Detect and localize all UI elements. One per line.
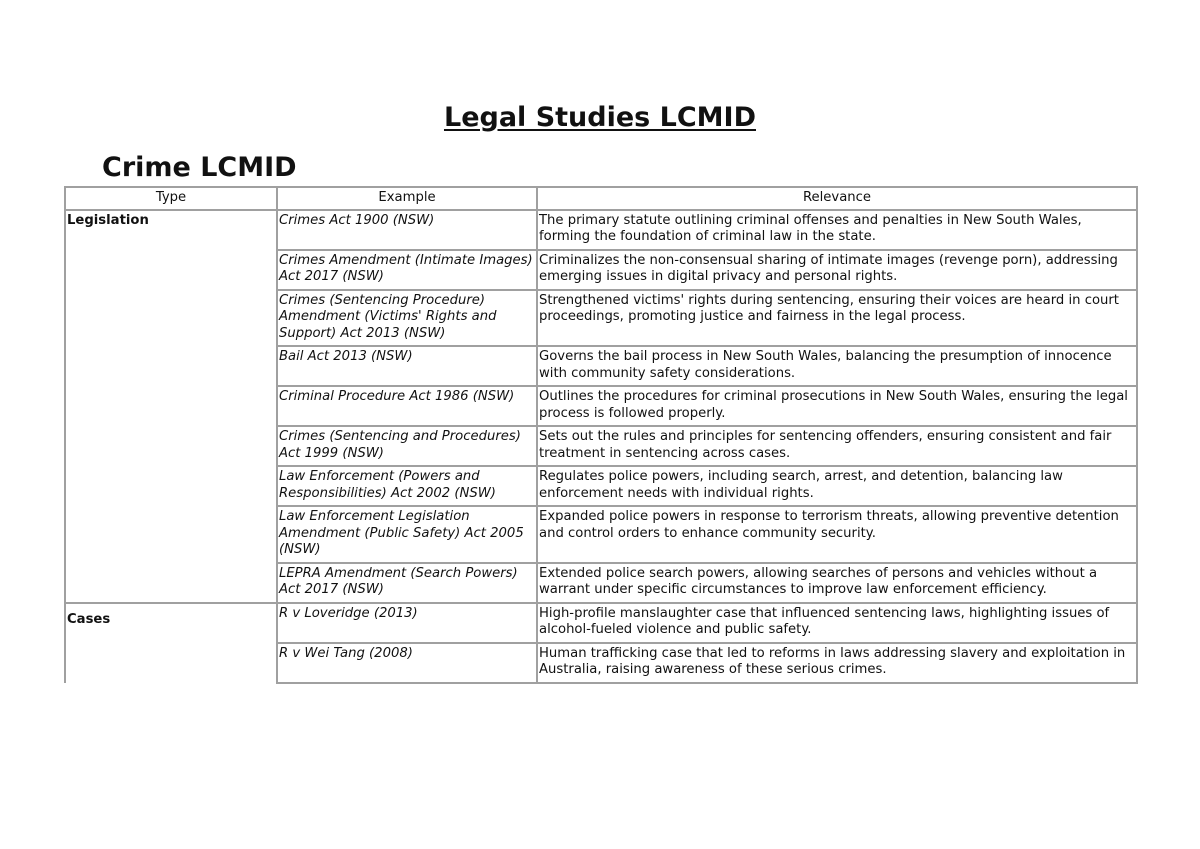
relevance-cell: Extended police search powers, allowing searches of persons and vehicles without a warrant under specific circumstances to improve law enforcement efficiency.	[537, 563, 1137, 603]
lcmid-table	[64, 186, 1138, 684]
relevance-cell: Sets out the rules and principles for sentencing offenders, ensuring consistent and fair treatment in sentencing across cases.	[537, 426, 1137, 466]
example-cell: Law Enforcement Legislation Amendment (Public Safety) Act 2005 (NSW)	[277, 506, 537, 563]
example-cell: Criminal Procedure Act 1986 (NSW)	[277, 386, 537, 426]
example-cell: Crimes Act 1900 (NSW)	[277, 210, 537, 250]
example-cell: LEPRA Amendment (Search Powers) Act 2017 (NSW)	[277, 563, 537, 603]
relevance-cell: Human trafficking case that led to reforms in laws addressing slavery and exploitation in Australia, raising awareness of these serious crimes.	[537, 643, 1137, 683]
table-row	[65, 210, 1137, 250]
table-header-row	[65, 187, 1137, 210]
type-cell-cases: Cases	[65, 603, 277, 683]
table-row	[65, 603, 1137, 643]
example-cell: Crimes Amendment (Intimate Images) Act 2017 (NSW)	[277, 250, 537, 290]
relevance-cell: Expanded police powers in response to terrorism threats, allowing preventive detention and control orders to enhance community security.	[537, 506, 1137, 563]
example-cell: Crimes (Sentencing and Procedures) Act 1999 (NSW)	[277, 426, 537, 466]
example-cell: R v Wei Tang (2008)	[277, 643, 537, 683]
section-title: Crime LCMID	[102, 152, 297, 183]
header-relevance: Relevance	[537, 187, 1137, 210]
type-cell-legislation: Legislation	[65, 210, 277, 603]
example-cell: Law Enforcement (Powers and Responsibilities) Act 2002 (NSW)	[277, 466, 537, 506]
relevance-cell: Criminalizes the non-consensual sharing of intimate images (revenge porn), addressing emerging issues in digital privacy and personal rights.	[537, 250, 1137, 290]
example-cell: Crimes (Sentencing Procedure) Amendment (Victims' Rights and Support) Act 2013 (NSW)	[277, 290, 537, 347]
header-type: Type	[65, 187, 277, 210]
relevance-cell: High-profile manslaughter case that influenced sentencing laws, highlighting issues of alcohol-fueled violence and public safety.	[537, 603, 1137, 643]
header-example: Example	[277, 187, 537, 210]
relevance-cell: Regulates police powers, including search, arrest, and detention, balancing law enforcement needs with individual rights.	[537, 466, 1137, 506]
example-cell: Bail Act 2013 (NSW)	[277, 346, 537, 386]
example-cell: R v Loveridge (2013)	[277, 603, 537, 643]
relevance-cell: Strengthened victims' rights during sentencing, ensuring their voices are heard in court proceedings, promoting justice and fairness in the legal process.	[537, 290, 1137, 347]
relevance-cell: Outlines the procedures for criminal prosecutions in New South Wales, ensuring the legal process is followed properly.	[537, 386, 1137, 426]
relevance-cell: Governs the bail process in New South Wales, balancing the presumption of innocence with community safety considerations.	[537, 346, 1137, 386]
relevance-cell: The primary statute outlining criminal offenses and penalties in New South Wales, forming the foundation of criminal law in the state.	[537, 210, 1137, 250]
document-title: Legal Studies LCMID	[443, 102, 756, 133]
